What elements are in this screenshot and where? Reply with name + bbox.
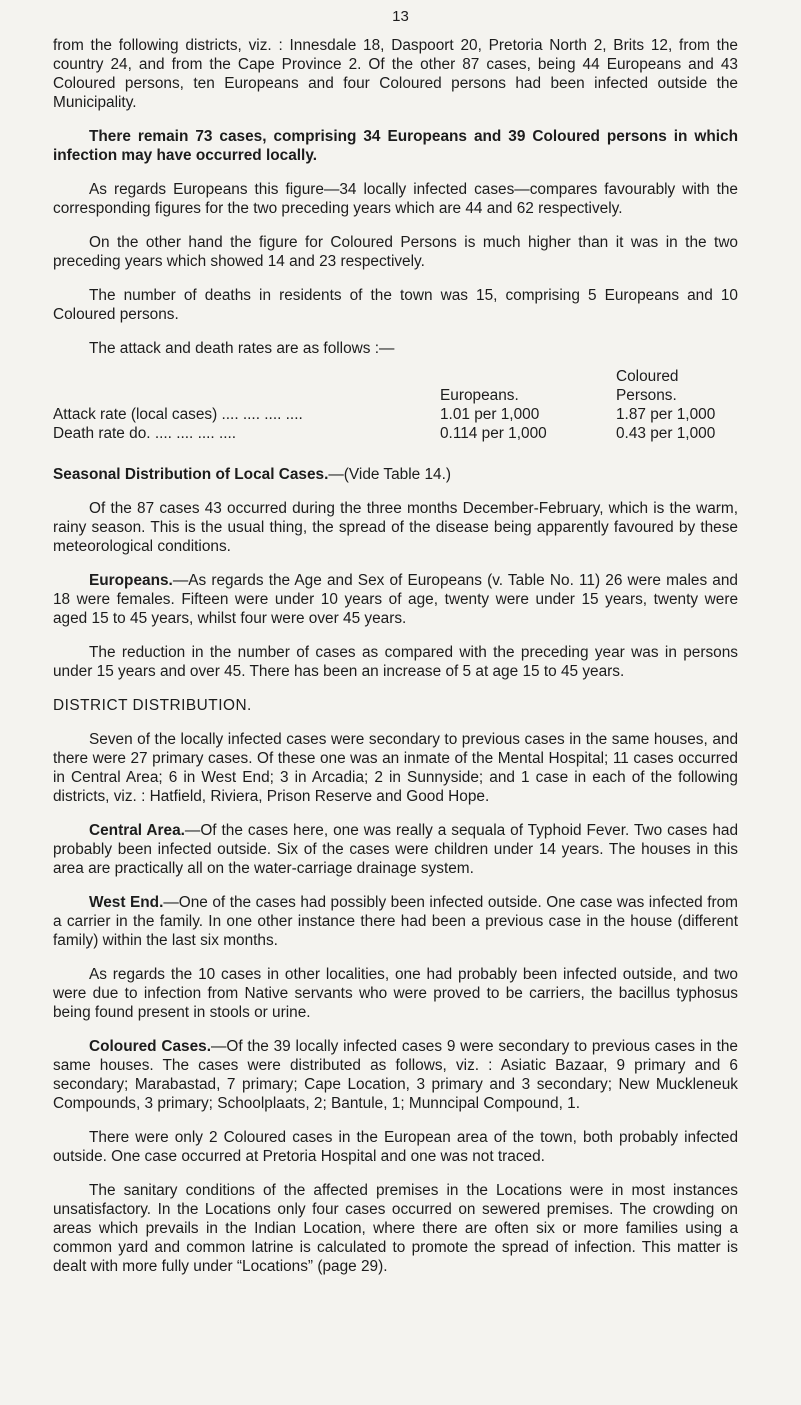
paragraph: The sanitary conditions of the affected premises in the Locations were in most instances unsatisfactory. In the Locations only four cases occurred on sewered premises. The crowding on areas which prevails in the Indian Location, where there are often six or more families using a common yard and common latrine is calculated to promote the spread of infection. This matter is dealt with more fully under “Locations” (page 29). (53, 1182, 738, 1275)
paragraph: Of the 87 cases 43 occurred during the three months December-February, which is the warm, rainy season. This is the usual thing, the spread of the disease being apparently favoured by these meteorological conditions. (53, 500, 738, 555)
page-number: 13 (392, 8, 409, 25)
paragraph: from the following districts, viz. : Innesdale 18, Daspoort 20, Pretoria North 2, Brits 12, from the country 24, and from the Cape Province 2. Of the other 87 cases, being 44 Europeans and 43 Coloured persons, ten Europeans and four Coloured persons had been infected outside the Municipality. (53, 37, 738, 111)
attack-rate-europeans: 1.01 per 1,000 (440, 406, 540, 423)
paragraph-text: —As regards the Age and Sex of Europeans (v. Table No. 11) 26 were males and 18 were females. Fifteen were under 10 years of age, twenty were under 15 years, twenty were aged 15 to 45 years, whilst four were over 45 years. (53, 572, 738, 627)
col-header-europeans: Europeans. (440, 387, 519, 404)
col-header-coloured-2: Persons. (616, 387, 677, 404)
paragraph-text: —One of the cases had possibly been infected outside. One case was infected from a carrier in the family. In one other instance there had been a previous case in the house (different family) within the last six months. (53, 894, 738, 949)
paragraph: As regards the 10 cases in other localities, one had probably been infected outside, and two were due to infection from Native servants who were proved to be carriers, the bacillus typhosus being found present in stools or urine. (53, 966, 738, 1021)
paragraph-text: —(Vide Table 14.) (328, 466, 452, 483)
run-in-heading: Coloured Cases. (89, 1038, 211, 1055)
paragraph-text: —Of the 39 locally infected cases 9 were secondary to previous cases in the same houses. The cases were distributed as follows, viz. : Asiatic Bazaar, 9 primary and 6 secondary; Marabastad, 7 primary; Cape Location, 3 primary and 3 secondary; New Muckleneuk Compounds, 3 primary; Schoolplaats, 2; Bantule, 1; Munncipal Compound, 1. (53, 1038, 738, 1112)
paragraph: Seven of the locally infected cases were secondary to previous cases in the same houses, and there were 27 primary cases. Of these one was an inmate of the Mental Hospital; 11 cases occurred in Central Area; 6 in West End; 3 in Arcadia; 2 in Sunnyside; and 1 case in each of the following districts, viz. : Hatfield, Riviera, Prison Reserve and Good Hope. (53, 731, 738, 805)
paragraph (53, 571, 738, 628)
paragraph: The number of deaths in residents of the town was 15, comprising 5 Europeans and 10 Coloured persons. (53, 287, 738, 323)
paragraph-text: —Of the cases here, one was really a sequala of Typhoid Fever. Two cases had probably been infected outside. Six of the cases were children under 14 years. The houses in this area are practically all on the water-carriage drainage system. (53, 822, 738, 877)
paragraph: On the other hand the figure for Coloured Persons is much higher than it was in the two preceding years which showed 14 and 23 respectively. (53, 234, 738, 270)
death-rate-europeans: 0.114 per 1,000 (440, 425, 547, 442)
body-text (53, 36, 738, 1291)
paragraph: The reduction in the number of cases as compared with the preceding year was in persons under 15 years and over 45. There has been an increase of 5 at age 15 to 45 years. (53, 644, 738, 680)
rates-table (53, 367, 738, 451)
run-in-heading: Seasonal Distribution of Local Cases. (53, 466, 329, 483)
paragraph (53, 465, 738, 484)
section-heading: DISTRICT DISTRIBUTION. (53, 697, 252, 714)
run-in-heading: Europeans. (89, 572, 173, 589)
paragraph (53, 893, 738, 950)
attack-rate-coloured: 1.87 per 1,000 (616, 406, 716, 423)
paragraph (53, 1037, 738, 1113)
run-in-heading: Central Area. (89, 822, 185, 839)
rates-intro: The attack and death rates are as follows :— (89, 340, 395, 357)
row-label-death-rate: Death rate do. .... .... .... .... (53, 425, 237, 442)
paragraph: There were only 2 Coloured cases in the European area of the town, both probably infected outside. One case occurred at Pretoria Hospital and one was not traced. (53, 1129, 738, 1165)
paragraph: There remain 73 cases, comprising 34 Europeans and 39 Coloured persons in which infection may have occurred locally. (53, 128, 738, 164)
paragraph: As regards Europeans this figure—34 locally infected cases—compares favourably with the corresponding figures for the two preceding years which are 44 and 62 respectively. (53, 181, 738, 217)
death-rate-coloured: 0.43 per 1,000 (616, 425, 716, 442)
paragraph (53, 821, 738, 878)
row-label-attack-rate: Attack rate (local cases) .... .... .... .... (53, 406, 303, 423)
col-header-coloured-1: Coloured (616, 368, 679, 385)
run-in-heading: West End. (89, 894, 164, 911)
